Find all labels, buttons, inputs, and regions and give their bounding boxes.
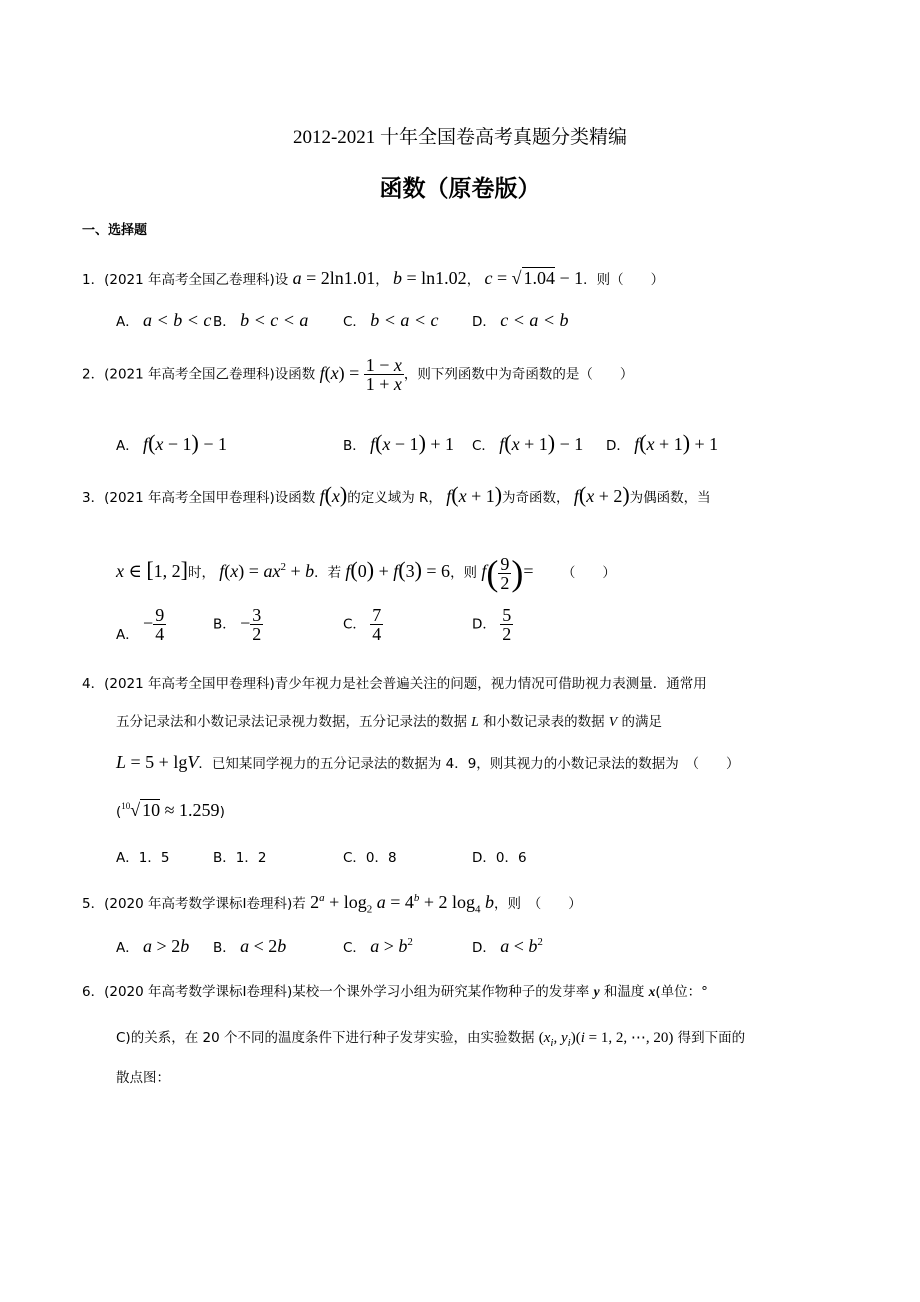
question-source: (2021 年高考全国甲卷理科) bbox=[104, 676, 275, 692]
option-b[interactable]: B． a < 2b bbox=[213, 936, 287, 956]
option-b[interactable]: B．1．2 bbox=[213, 850, 267, 866]
option-d[interactable]: D． $\frac{5}{2}$ bbox=[472, 605, 512, 644]
question-number: 5． bbox=[82, 896, 105, 912]
option-a[interactable]: A． a > 2b bbox=[116, 936, 190, 956]
question-source: (2021 年高考全国甲卷理科) bbox=[104, 490, 275, 506]
question-3-stem: 3．(2021 年高考全国甲卷理科)设函数 f(x)的定义域为 R， f(x + 1)为奇函数， f(x + 2)为偶函数，当 bbox=[82, 482, 711, 507]
option-c[interactable]: C． b < a < c bbox=[343, 310, 439, 330]
option-a[interactable]: A． f(x − 1) − 1 bbox=[116, 430, 228, 455]
option-c[interactable]: C． $a > b^2$ bbox=[343, 936, 413, 956]
formula-fx: f(x) = $\frac{1 - x}{1 + x}$ bbox=[319, 355, 402, 394]
formula-data: ($x_i$, $y_i)(i = 1$, 2, ⋯, 20) bbox=[538, 1030, 674, 1049]
question-4-line2: 五分记录法和小数记录法记录视力数据，五分记录法的数据 L 和小数记录表的数据 V 的满足 bbox=[116, 714, 662, 730]
formula-b: b = ln1.02 bbox=[393, 268, 467, 288]
document-subtitle: 函数（原卷版） bbox=[379, 176, 541, 202]
question-5-stem: 5．(2020 年高考数学课标Ⅰ卷理科)若 $2^a + \log_2 a = 4^b + 2$ $\log_4 b$，则 （ ） bbox=[82, 892, 582, 916]
question-source: (2021 年高考全国乙卷理科) bbox=[104, 366, 275, 383]
question-number: 3． bbox=[82, 490, 105, 506]
question-number: 4． bbox=[82, 676, 105, 692]
option-d[interactable]: D． $a < b^2$ bbox=[472, 936, 543, 956]
question-2-stem: 2．(2021 年高考全国乙卷理科)设函数 f(x) = $\frac{1 - x}{1 + x}$ ，则下列函数中为奇函数的是（ ） bbox=[82, 355, 634, 394]
question-number: 2． bbox=[82, 366, 105, 383]
option-c[interactable]: C．0．8 bbox=[343, 850, 397, 866]
question-source: (2021 年高考全国乙卷理科) bbox=[104, 272, 275, 288]
question-4-line3: L = 5 + lgV．已知某同学视力的五分记录法的数据为 4．9，则其视力的小数记录法的数据为 （ ） bbox=[116, 752, 740, 772]
question-4-hint: ($^{10}$√ 10 ≈ 1.259) bbox=[116, 800, 225, 820]
document-title: 2012-2021 十年全国卷高考真题分类精编 bbox=[292, 127, 628, 148]
option-d[interactable]: D． f(x + 1) + 1 bbox=[606, 430, 719, 455]
formula-q5: $2^a + \log_2 a = 4^b + 2$ $\log_4 b$ bbox=[310, 892, 495, 916]
option-d[interactable]: D．0．6 bbox=[472, 850, 527, 866]
section-heading: 一、选择题 bbox=[82, 223, 148, 238]
formula-c: c = √ 1.04 − 1 bbox=[484, 268, 584, 288]
option-a[interactable]: A． − $\frac{9}{4}$ bbox=[116, 605, 165, 644]
option-b[interactable]: B． b < c < a bbox=[213, 310, 309, 330]
formula-a: a = 2ln1.01 bbox=[292, 268, 376, 288]
question-number: 1． bbox=[82, 272, 105, 288]
question-source: (2020 年高考数学课标Ⅰ卷理科) bbox=[104, 984, 293, 1000]
option-a[interactable]: A．1．5 bbox=[116, 850, 170, 866]
question-1-stem: 1．(2021 年高考全国乙卷理科)设 a = 2ln1.01， b = ln1.02， c = √ 1.04 − 1．则（ ） bbox=[82, 268, 665, 288]
option-b[interactable]: B． − $\frac{3}{2}$ bbox=[213, 605, 262, 644]
formula-l: L = 5 + lgV bbox=[116, 752, 199, 772]
option-c[interactable]: C． f(x + 1) − 1 bbox=[472, 430, 584, 455]
option-c[interactable]: C． $\frac{7}{4}$ bbox=[343, 605, 382, 644]
question-6-stem: 6．(2020 年高考数学课标Ⅰ卷理科)某校一个课外学习小组为研究某作物种子的发芽率 y 和温度 x(单位：° bbox=[82, 984, 708, 1000]
question-4-stem: 4．(2021 年高考全国甲卷理科)青少年视力是社会普遍关注的问题，视力情况可借助视力表测量．通常用 bbox=[82, 676, 707, 692]
question-3-stem-line2: x ∈ [1, 2]时， $f(x) = ax^2 + b$．若 f(0) + f(3) = 6，则 f( $\frac{9}{2}$ )= （ ） bbox=[116, 553, 616, 593]
option-a[interactable]: A． a < b < c bbox=[116, 310, 212, 330]
question-source: (2020 年高考数学课标Ⅰ卷理科) bbox=[104, 896, 293, 912]
option-b[interactable]: B． f(x − 1) + 1 bbox=[343, 430, 455, 455]
question-6-line3: 散点图： bbox=[116, 1070, 170, 1086]
option-d[interactable]: D． c < a < b bbox=[472, 310, 569, 330]
question-6-line2: C)的关系，在 20 个不同的温度条件下进行种子发芽实验，由实验数据 ($x_i$, $y_i)(i = 1$, 2, ⋯, 20) 得到下面的 bbox=[116, 1030, 746, 1049]
question-number: 6． bbox=[82, 984, 105, 1000]
